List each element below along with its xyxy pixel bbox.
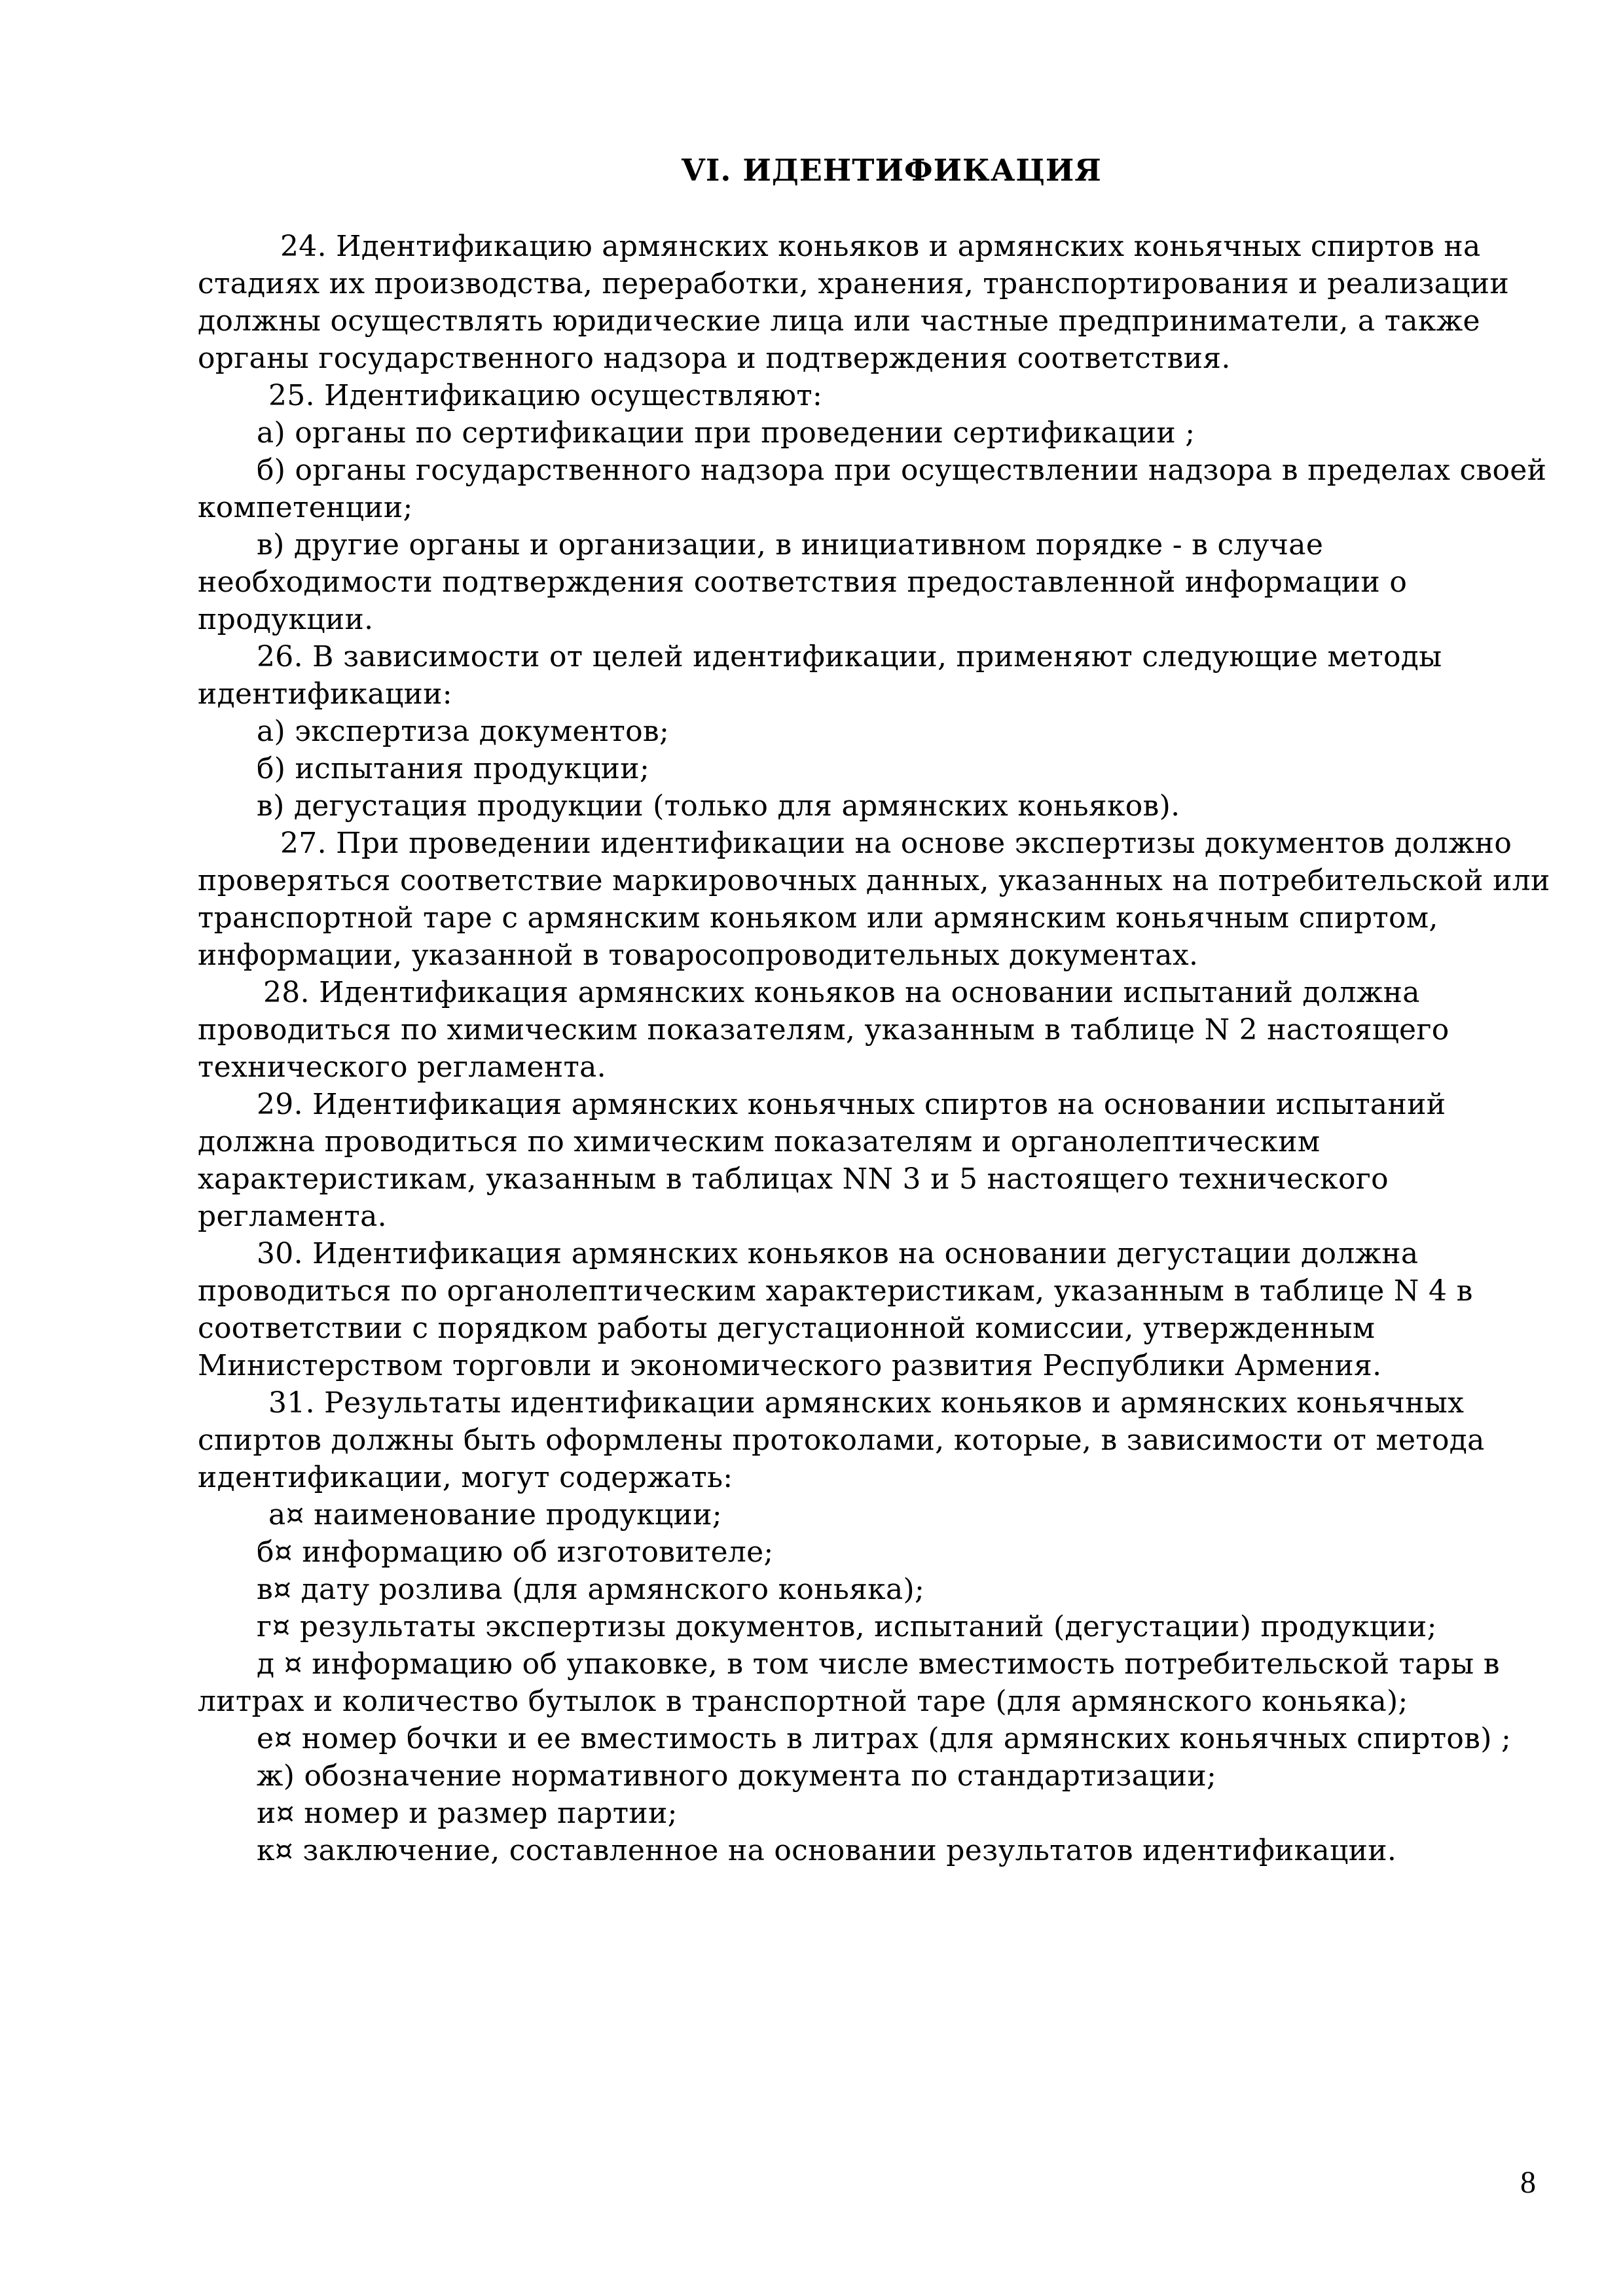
list-item-25a: а) органы по сертификации при проведении сертификации ; — [257, 416, 1195, 450]
document-body — [198, 149, 1559, 1869]
paragraph-30: 30. Идентификация армянских коньяков на основании дегустации должна проводиться по органолептическим характеристикам, указанным в таблице N 4 в соответствии с порядком работы дегустационной комиссии, утвержденным Министерством торговли и экономического развития Республики Армения. — [198, 1237, 1473, 1382]
paragraph-29: 29. Идентификация армянских коньячных спиртов на основании испытаний должна проводиться по химическим показателям и органолептическим характеристикам, указанным в таблицах NN 3 и 5 настоящего технического регламента. — [198, 1088, 1446, 1233]
page-number: 8 — [1520, 2165, 1536, 2200]
list-item-31e: д ¤ информацию об упаковке, в том числе вместимость потребительской тары в литрах и количество бутылок в транспортной таре (для армянского коньяка); — [198, 1647, 1500, 1718]
paragraph-28: 28. Идентификация армянских коньяков на основании испытаний должна проводиться по химическим показателям, указанным в таблице N 2 настоящего технического регламента. — [198, 976, 1450, 1084]
list-item-31h: и¤ номер и размер партии; — [257, 1797, 678, 1830]
paragraph-26: 26. В зависимости от целей идентификации, применяют следующие методы идентификации: — [198, 640, 1442, 711]
paragraph-31: 31. Результаты идентификации армянских коньяков и армянских коньячных спиртов должны быть оформлены протоколами, которые, в зависимости от метода идентификации, могут содержать: — [198, 1386, 1485, 1494]
list-item-26b: б) испытания продукции; — [257, 752, 650, 785]
list-item-31f: е¤ номер бочки и ее вместимость в литрах (для армянских коньячных спиртов) ; — [257, 1722, 1512, 1755]
section-heading: VI. ИДЕНТИФИКАЦИЯ — [682, 152, 1102, 188]
list-item-31b: б¤ информацию об изготовителе; — [257, 1535, 774, 1569]
paragraph-25: 25. Идентификацию осуществляют: — [268, 379, 823, 412]
list-item-31a: а¤ наименование продукции; — [268, 1498, 722, 1532]
list-item-31c: в¤ дату розлива (для армянского коньяка); — [257, 1573, 925, 1606]
paragraph-24: 24. Идентификацию армянских коньяков и армянских коньячных спиртов на стадиях их производства, переработки, хранения, транспортирования и реализации должны осуществлять юридические лица или частные предприниматели, а также органы государственного надзора и подтверждения соответствия. — [198, 230, 1510, 375]
paragraph-27: 27. При проведении идентификации на основе экспертизы документов должно проверяться соответствие маркировочных данных, указанных на потребительской или транспортной таре с армянским коньяком или армянским коньячным спиртом, информации, указанной в товаросопроводительных документах. — [198, 827, 1550, 972]
list-item-31g: ж) обозначение нормативного документа по стандартизации; — [257, 1759, 1217, 1793]
section-text — [198, 228, 1559, 1869]
list-item-26a: а) экспертиза документов; — [257, 715, 670, 748]
list-item-25c: в) другие органы и организации, в инициативном порядке - в случае необходимости подтверждения соответствия предоставленной информации о продукции. — [198, 528, 1408, 636]
list-item-26c: в) дегустация продукции (только для армянских коньяков). — [257, 789, 1180, 823]
list-item-31i: к¤ заключение, составленное на основании результатов идентификации. — [257, 1834, 1397, 1867]
list-item-25b: б) органы государственного надзора при осуществлении надзора в пределах своей компетенции; — [198, 454, 1547, 524]
list-item-31d: г¤ результаты экспертизы документов, испытаний (дегустации) продукции; — [257, 1610, 1437, 1643]
